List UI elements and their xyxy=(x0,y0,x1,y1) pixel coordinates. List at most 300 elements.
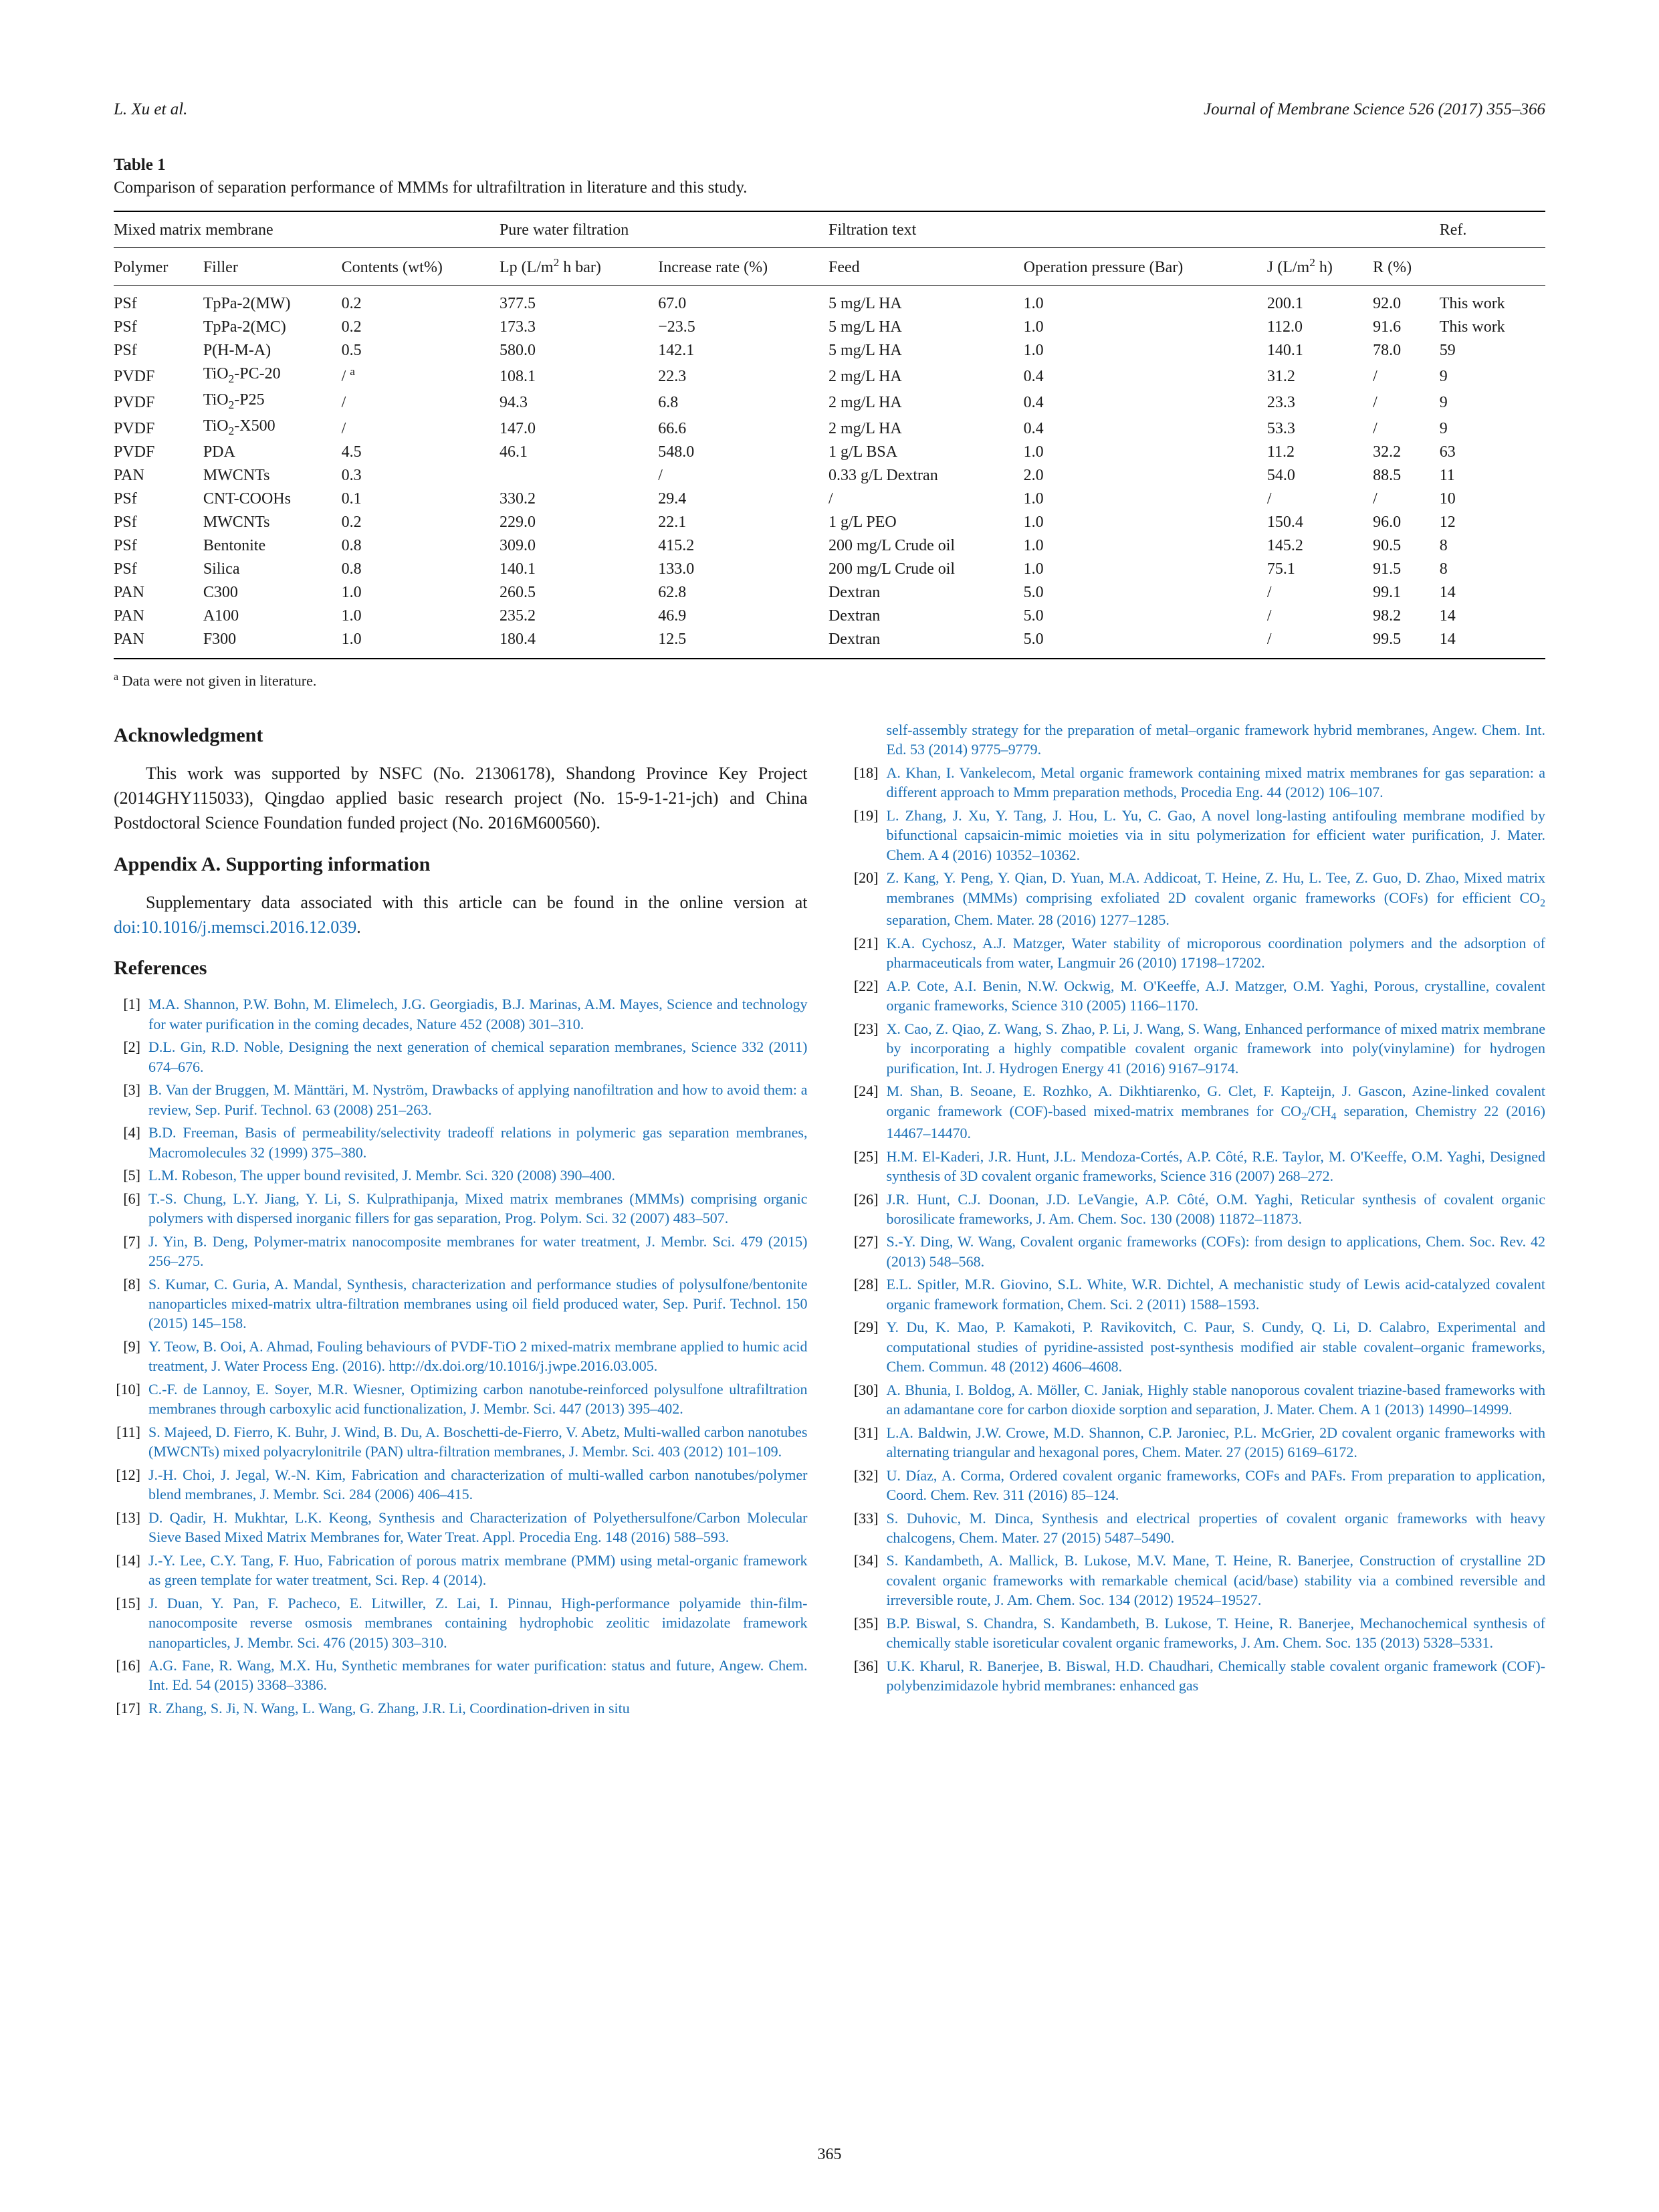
reference-number: [32] xyxy=(853,1466,879,1484)
reference-text: T.-S. Chung, L.Y. Jiang, Y. Li, S. Kulprathipanja, Mixed matrix membranes (MMMs) comprising organic polymers with dispersed inorganic fillers for gas separation, Prog. Polym. Sci. 32 (2007) 483–507. xyxy=(148,1190,808,1227)
reference-number: [3] xyxy=(123,1081,140,1099)
reference-item xyxy=(852,1019,1546,1078)
reference-item xyxy=(852,1275,1546,1314)
acknowledgment-heading: Acknowledgment xyxy=(114,724,263,746)
reference-number: [27] xyxy=(853,1233,879,1250)
table-cell: 200.1 xyxy=(1266,295,1303,312)
table-cell: 9 xyxy=(1439,419,1448,437)
table-cell: 6.8 xyxy=(658,393,679,411)
table-cell: 88.5 xyxy=(1373,466,1402,484)
table-cell: / xyxy=(1266,606,1272,625)
table-cell: 14 xyxy=(1439,583,1456,601)
comparison-table xyxy=(114,211,1545,659)
table-cell: PSf xyxy=(114,536,137,554)
table-cell: 0.33 g/L Dextran xyxy=(828,466,938,484)
table-cell: PAN xyxy=(114,583,144,601)
column-header-contents: Contents (wt%) xyxy=(341,259,443,276)
reference-item xyxy=(852,1509,1546,1548)
reference-item xyxy=(852,976,1546,1016)
reference-number: [13] xyxy=(116,1509,140,1526)
reference-item xyxy=(114,1080,808,1119)
appendix-text-after: . xyxy=(356,917,361,937)
table-row xyxy=(114,511,1545,534)
reference-item xyxy=(852,1466,1546,1505)
table-cell: / xyxy=(341,419,346,437)
reference-text: J.-Y. Lee, C.Y. Tang, F. Huo, Fabrication of porous matrix membrane (PMM) using metal-organic framework as green template for water treatment, Sci. Rep. 4 (2014). xyxy=(148,1551,808,1589)
doi-link[interactable]: doi:10.1016/j.memsci.2016.12.039 xyxy=(114,917,357,937)
group-header-mixed-matrix-membrane: Mixed matrix membrane xyxy=(114,221,273,239)
table-cell: 330.2 xyxy=(499,489,536,508)
reference-item xyxy=(852,933,1546,973)
reference-text: R. Zhang, S. Ji, N. Wang, L. Wang, G. Zhang, J.R. Li, Coordination-driven in situ xyxy=(148,1699,630,1717)
table-cell: / xyxy=(1266,630,1272,648)
reference-item xyxy=(852,1190,1546,1229)
table-cell: / xyxy=(1373,419,1377,437)
running-head xyxy=(114,100,1545,119)
table-cell: MWCNTs xyxy=(203,466,270,484)
table-row xyxy=(114,604,1545,628)
table-cell: 1.0 xyxy=(1023,489,1044,508)
table-label: Table 1 xyxy=(114,156,166,174)
table-cell: 229.0 xyxy=(499,513,536,531)
table-row xyxy=(114,487,1545,511)
table-cell: 66.6 xyxy=(658,419,687,437)
table-cell: PVDF xyxy=(114,368,155,385)
table-cell: 200 mg/L Crude oil xyxy=(828,536,956,554)
reference-text: Y. Du, K. Mao, P. Kamakoti, P. Ravikovitch, C. Paur, S. Cundy, Q. Li, D. Calabro, Experimental and computational studies of pyridine-assisted post-synthesis modified air stable covalent–organic frameworks, Chem. Commun. 48 (2012) 4606–4608. xyxy=(886,1319,1545,1375)
reference-item xyxy=(114,1337,808,1376)
group-header-pure-water-filtration: Pure water filtration xyxy=(499,221,629,239)
references-list-left xyxy=(114,994,808,1718)
table-cell: 1.0 xyxy=(1023,443,1044,461)
table-cell: 5 mg/L HA xyxy=(828,342,902,359)
table-cell: PVDF xyxy=(114,443,155,461)
reference-item xyxy=(114,1232,808,1271)
table-cell: 147.0 xyxy=(499,419,536,437)
table-cell: 99.5 xyxy=(1373,630,1402,648)
reference-item xyxy=(852,763,1546,802)
table-cell: PVDF xyxy=(114,393,155,411)
right-column xyxy=(852,720,1546,1721)
reference-item xyxy=(114,1508,808,1547)
table-row xyxy=(114,441,1545,464)
table-cell: P(H-M-A) xyxy=(203,342,271,359)
table-cell: 14 xyxy=(1439,606,1456,625)
column-header-filler: Filler xyxy=(203,259,238,276)
table-cell: 23.3 xyxy=(1266,393,1295,411)
table-cell: 2 mg/L HA xyxy=(828,368,902,385)
table-cell: 98.2 xyxy=(1373,606,1402,625)
left-column xyxy=(114,720,808,1721)
table-cell: 5.0 xyxy=(1023,630,1044,648)
table-row xyxy=(114,464,1545,487)
reference-number: [36] xyxy=(853,1657,879,1674)
table-cell: / xyxy=(1266,583,1272,601)
table-cell: TiO$_2$-X500 xyxy=(203,417,275,437)
reference-number: [10] xyxy=(116,1380,140,1398)
reference-item xyxy=(852,1656,1546,1696)
reference-number: [20] xyxy=(853,869,879,887)
table-cell: 29.4 xyxy=(658,489,687,508)
reference-number: [21] xyxy=(853,934,879,952)
table-cell: 14 xyxy=(1439,630,1456,648)
reference-text: L.M. Robeson, The upper bound revisited, J. Membr. Sci. 320 (2008) 390–400. xyxy=(148,1167,616,1184)
table-cell: 5.0 xyxy=(1023,583,1044,601)
reference-item xyxy=(114,1422,808,1462)
table-cell: 0.2 xyxy=(341,295,362,312)
table-cell: 0.5 xyxy=(341,342,362,359)
table-cell: 54.0 xyxy=(1266,466,1295,484)
group-header-filtration-text: Filtration text xyxy=(828,221,917,239)
reference-item xyxy=(114,994,808,1034)
table-cell: 112.0 xyxy=(1266,318,1303,336)
appendix-text xyxy=(114,891,808,940)
table-row xyxy=(114,628,1545,659)
reference-text: B.P. Biswal, S. Chandra, S. Kandambeth, B. Lukose, T. Heine, R. Banerjee, Mechanochemical synthesis of chemically stable isoreticular covalent organic frameworks, J. Am. Chem. Soc. 135 (2013) 5328–5331. xyxy=(886,1614,1545,1652)
reference-text: L. Zhang, J. Xu, Y. Tang, J. Hou, L. Yu, C. Gao, A novel long-lasting antifouling membrane modified by bifunctional capsaicin-mimic moieties via in situ polymerization for efficient water purification, J. Mater. Chem. A 4 (2016) 10352–10362. xyxy=(886,806,1545,863)
appendix-heading: Appendix A. Supporting information xyxy=(114,853,431,875)
table-row xyxy=(114,286,1545,316)
table-cell: Silica xyxy=(203,560,240,578)
table-row xyxy=(114,316,1545,339)
reference-text: S.-Y. Ding, W. Wang, Covalent organic frameworks (COFs): from design to applications, Chem. Soc. Rev. 42 (2013) 548–568. xyxy=(886,1233,1545,1270)
table-cell: 5 mg/L HA xyxy=(828,295,902,312)
reference-number: [16] xyxy=(116,1656,140,1674)
table-cell: 78.0 xyxy=(1373,342,1402,359)
reference-text: E.L. Spitler, M.R. Giovino, S.L. White, W.R. Dichtel, A mechanistic study of Lewis acid-catalyzed covalent organic framework formation, Chem. Sci. 2 (2011) 1588–1593. xyxy=(886,1276,1545,1313)
table-cell: TpPa-2(MC) xyxy=(203,318,286,336)
table-cell: 2 mg/L HA xyxy=(828,419,902,437)
references-heading: References xyxy=(114,957,207,980)
reference-number: [14] xyxy=(116,1551,140,1569)
reference-item xyxy=(114,1275,808,1333)
reference-number: [4] xyxy=(123,1124,140,1141)
reference-number: [11] xyxy=(116,1423,140,1440)
reference-number: [31] xyxy=(853,1424,879,1441)
table-cell: 140.1 xyxy=(1266,342,1303,359)
reference-item xyxy=(852,1423,1546,1462)
reference-number: [30] xyxy=(853,1381,879,1398)
table-cell: 0.4 xyxy=(1023,368,1044,385)
reference-item xyxy=(852,1147,1546,1186)
table-cell: TiO$_2$-PC-20 xyxy=(203,365,281,385)
reference-text: H.M. El-Kaderi, J.R. Hunt, J.L. Mendoza-Cortés, A.P. Côté, R.E. Taylor, M. O'Keeffe, O.M. Yaghi, Designed synthesis of 3D covalent organic frameworks, Science 316 (2007) 268–272. xyxy=(886,1147,1545,1185)
reference-text: A.G. Fane, R. Wang, M.X. Hu, Synthetic membranes for water purification: status and future, Angew. Chem. Int. Ed. 54 (2015) 3368–3386. xyxy=(148,1656,808,1694)
column-header-polymer: Polymer xyxy=(114,259,169,276)
reference-text: A. Khan, I. Vankelecom, Metal organic framework containing mixed matrix membranes for gas separation: a different approach to Mmm preparation methods, Procedia Eng. 44 (2012) 106–107. xyxy=(886,764,1545,801)
table-row xyxy=(114,415,1545,441)
table-cell: 0.2 xyxy=(341,318,362,336)
reference-text: A. Bhunia, I. Boldog, A. Möller, C. Janiak, Highly stable nanoporous covalent triazine-based frameworks with an adamantane core for carbon dioxide sorption and separation, J. Mater. Chem. A 1 (2013) 14990–14999. xyxy=(886,1381,1545,1418)
table-cell: 0.8 xyxy=(341,536,362,554)
table-cell: PVDF xyxy=(114,419,155,437)
table-cell: C300 xyxy=(203,583,238,601)
table-cell: 1.0 xyxy=(341,630,362,648)
reference-number: [12] xyxy=(116,1466,140,1483)
table-cell: 59 xyxy=(1439,342,1456,359)
reference-number: [15] xyxy=(116,1594,140,1612)
table-cell: 12 xyxy=(1439,513,1456,531)
reference-number: [7] xyxy=(123,1232,140,1250)
reference-number: [25] xyxy=(853,1147,879,1165)
two-column-body xyxy=(114,720,1545,1721)
reference-text: Z. Kang, Y. Peng, Y. Qian, D. Yuan, M.A. Addicoat, T. Heine, Z. Hu, L. Tee, Z. Guo, D. Zhao, Mixed matrix membranes (MMMs) comprising exfoliated 2D covalent organic frameworks (COFs) for efficient $CO_2$ separation, Chem. Mater. 28 (2016) 1277–1285. xyxy=(886,869,1545,929)
reference-number: [9] xyxy=(123,1337,140,1355)
table-cell: PSf xyxy=(114,295,137,312)
table-cell: / xyxy=(828,489,833,508)
table-cell: 173.3 xyxy=(499,318,536,336)
table-cell: 31.2 xyxy=(1266,368,1295,385)
table-cell: 1.0 xyxy=(1023,295,1044,312)
table-cell: Dextran xyxy=(828,583,881,601)
table-cell: 8 xyxy=(1439,536,1448,554)
table-cell: 1 g/L BSA xyxy=(828,443,898,461)
table-cell: / xyxy=(1266,489,1272,508)
acknowledgment-text: This work was supported by NSFC (No. 21306178), Shandong Province Key Project (2014GHY115033), Qingdao applied basic research project (No. 15-9-1-21-jch) and China Postdoctoral Science Foundation funded project (No. 2016M600560). xyxy=(114,763,808,833)
reference-text: D.L. Gin, R.D. Noble, Designing the next generation of chemical separation membranes, Science 332 (2011) 674–676. xyxy=(148,1038,808,1075)
table-cell: 180.4 xyxy=(499,630,536,648)
reference-text: S. Kandambeth, A. Mallick, B. Lukose, M.V. Mane, T. Heine, R. Banerjee, Construction of crystalline 2D covalent organic frameworks with remarkable chemical (acid/base) stability via a combined reversible and irreversible route, J. Am. Chem. Soc. 134 (2012) 19524–19527. xyxy=(886,1552,1545,1609)
table-cell: 91.5 xyxy=(1373,560,1402,578)
reference-item xyxy=(114,1656,808,1695)
table-cell: PSf xyxy=(114,318,137,336)
table-cell: F300 xyxy=(203,630,237,648)
table-cell: 99.1 xyxy=(1373,583,1402,601)
reference-text: J. Yin, B. Deng, Polymer-matrix nanocomposite membranes for water treatment, J. Membr. Sci. 479 (2015) 256–275. xyxy=(148,1232,808,1270)
table-cell: / xyxy=(341,393,346,411)
reference-item xyxy=(114,1551,808,1590)
table-cell: 4.5 xyxy=(341,443,362,461)
table-column-header-row xyxy=(114,248,1545,286)
reference-number: [23] xyxy=(853,1020,879,1037)
reference-number: [33] xyxy=(853,1509,879,1527)
reference-item xyxy=(114,1379,808,1419)
table-cell: Bentonite xyxy=(203,536,266,554)
table-footnote-text: Data were not given in literature. xyxy=(122,671,317,689)
reference-text: J.-H. Choi, J. Jegal, W.-N. Kim, Fabrication and characterization of multi-walled carbon nanotubes/polymer blend membranes, J. Membr. Sci. 284 (2006) 406–415. xyxy=(148,1466,808,1503)
table-cell: 0.4 xyxy=(1023,393,1044,411)
table-row xyxy=(114,558,1545,581)
table-row xyxy=(114,534,1545,558)
reference-text: S. Duhovic, M. Dinca, Synthesis and electrical properties of covalent organic frameworks with heavy chalcogens, Chem. Mater. 27 (2015) 5487–5490. xyxy=(886,1509,1545,1547)
table-cell: This work xyxy=(1439,318,1505,336)
table-cell: 0.8 xyxy=(341,560,362,578)
reference-number: [17] xyxy=(116,1699,140,1717)
reference-text: C.-F. de Lannoy, E. Soyer, M.R. Wiesner, Optimizing carbon nanotube-reinforced polysulfone ultrafiltration membranes through carboxylic acid functionalization, J. Membr. Sci. 447 (2013) 395–402. xyxy=(148,1380,808,1418)
table-cell: PSf xyxy=(114,513,137,531)
reference-item xyxy=(852,720,1546,760)
reference-item xyxy=(114,1465,808,1505)
table-cell: 309.0 xyxy=(499,536,536,554)
reference-text: J.R. Hunt, C.J. Doonan, J.D. LeVangie, A.P. Côté, O.M. Yaghi, Reticular synthesis of covalent organic borosilicate frameworks, J. Am. Chem. Soc. 130 (2008) 11872–11873. xyxy=(886,1190,1545,1227)
reference-number: [29] xyxy=(853,1319,879,1336)
table-cell: −23.5 xyxy=(658,318,695,336)
table-cell: 0.4 xyxy=(1023,419,1044,437)
page-number: 365 xyxy=(817,2146,842,2163)
reference-item xyxy=(852,1380,1546,1420)
table-cell: / $^a$ xyxy=(341,365,355,385)
table-cell: CNT-COOHs xyxy=(203,489,291,508)
table-row xyxy=(114,362,1545,389)
reference-number: [19] xyxy=(853,806,879,824)
reference-item xyxy=(852,1232,1546,1271)
reference-number: [34] xyxy=(853,1552,879,1569)
table-cell: 11 xyxy=(1439,466,1455,484)
reference-text: U. Díaz, A. Corma, Ordered covalent organic frameworks, COFs and PAFs. From preparation to application, Coord. Chem. Rev. 311 (2016) 85–124. xyxy=(886,1466,1545,1504)
table-cell: 9 xyxy=(1439,368,1448,385)
reference-item xyxy=(114,1189,808,1228)
table-cell: TpPa-2(MW) xyxy=(203,295,291,312)
reference-text: L.A. Baldwin, J.W. Crowe, M.D. Shannon, C.P. Jaroniec, P.L. McGrier, 2D covalent organic frameworks with alternating triangular and hexagonal pores, Chem. Mater. 27 (2015) 6169–6172. xyxy=(886,1424,1545,1461)
table-cell: 1.0 xyxy=(1023,513,1044,531)
table-cell: / xyxy=(1373,368,1377,385)
reference-number: [18] xyxy=(853,764,879,781)
table-cell: 62.8 xyxy=(658,583,687,601)
table-cell: 142.1 xyxy=(658,342,695,359)
table-cell: 1.0 xyxy=(1023,342,1044,359)
reference-text: J. Duan, Y. Pan, F. Pacheco, E. Litwiller, Z. Lai, I. Pinnau, High-performance polyamide thin-film-nanocomposite reverse osmosis membranes containing hydrophobic zeolitic imidazolate framework nanoparticles, J. Membr. Sci. 476 (2015) 303–310. xyxy=(148,1594,808,1651)
table-cell: 22.3 xyxy=(658,368,687,385)
table-cell: PAN xyxy=(114,630,144,648)
table-cell: 235.2 xyxy=(499,606,536,625)
reference-text: S. Kumar, C. Guria, A. Mandal, Synthesis, characterization and performance studies of polysulfone/bentonite nanoparticles mixed-matrix ultra-filtration membranes using oil field produced water, Sep. Purif. Technol. 150 (2015) 145–158. xyxy=(148,1275,808,1332)
table-cell: 415.2 xyxy=(658,536,695,554)
table-cell: MWCNTs xyxy=(203,513,270,531)
column-header-operation-pressure: Operation pressure (Bar) xyxy=(1023,259,1184,276)
reference-text: K.A. Cychosz, A.J. Matzger, Water stability of microporous coordination polymers and the adsorption of pharmaceuticals from water, Langmuir 26 (2010) 17198–17202. xyxy=(886,934,1545,972)
table-cell: 1.0 xyxy=(1023,560,1044,578)
table-cell: 96.0 xyxy=(1373,513,1402,531)
table-footnote xyxy=(114,671,1545,689)
reference-item xyxy=(852,806,1546,865)
table-cell: 133.0 xyxy=(658,560,695,578)
table-cell: A100 xyxy=(203,606,239,625)
table-cell: / xyxy=(1373,489,1377,508)
table-cell: TiO$_2$-P25 xyxy=(203,391,265,411)
reference-number: [28] xyxy=(853,1276,879,1293)
table-row xyxy=(114,581,1545,604)
reference-link[interactable]: http://dx.doi.org/10.1016/j.jwpe.2016.03.005. xyxy=(389,1357,658,1375)
table-cell: PAN xyxy=(114,606,144,625)
appendix-text-before: Supplementary data associated with this article can be found in the online version at xyxy=(146,892,808,912)
table-cell: 12.5 xyxy=(658,630,687,648)
column-header-feed: Feed xyxy=(828,259,860,276)
table-cell: 5 mg/L HA xyxy=(828,318,902,336)
table-row xyxy=(114,389,1545,415)
table-cell: PDA xyxy=(203,443,235,461)
reference-number: [5] xyxy=(123,1167,140,1184)
table-cell: 94.3 xyxy=(499,393,528,411)
table-cell: 260.5 xyxy=(499,583,536,601)
reference-text: U.K. Kharul, R. Banerjee, B. Biswal, H.D. Chaudhari, Chemically stable covalent organic framework (COF)-polybenzimidazole hybrid membranes: enhanced gas xyxy=(886,1657,1545,1694)
table-cell: 1 g/L PEO xyxy=(828,513,897,531)
reference-number xyxy=(852,720,887,760)
table-cell: 46.1 xyxy=(499,443,528,461)
table-cell: 145.2 xyxy=(1266,536,1303,554)
column-header-ref-blank xyxy=(1440,248,1545,286)
reference-text: M.A. Shannon, P.W. Bohn, M. Elimelech, J.G. Georgiadis, B.J. Marinas, A.M. Mayes, Science and technology for water purification in the coming decades, Nature 452 (2008) 301–310. xyxy=(148,996,808,1032)
group-header-ref: Ref. xyxy=(1439,221,1467,239)
reference-text: B. Van der Bruggen, M. Mänttäri, M. Nyström, Drawbacks of applying nanofiltration and how to avoid them: a review, Sep. Purif. Technol. 63 (2008) 251–263. xyxy=(148,1081,808,1118)
table-cell: 63 xyxy=(1439,443,1456,461)
running-head-journal: Journal of Membrane Science 526 (2017) 355–366 xyxy=(1204,100,1545,118)
table-cell: 1.0 xyxy=(1023,536,1044,554)
reference-number: [6] xyxy=(123,1190,140,1207)
running-head-authors: L. Xu et al. xyxy=(114,100,188,118)
reference-item xyxy=(114,1166,808,1185)
table-cell: / xyxy=(658,466,663,484)
reference-item xyxy=(114,1593,808,1652)
table-cell: 0.1 xyxy=(341,489,362,508)
table-cell: 2 mg/L HA xyxy=(828,393,902,411)
table-group-header-row xyxy=(114,211,1545,248)
table-cell: 0.2 xyxy=(341,513,362,531)
table-cell: 200 mg/L Crude oil xyxy=(828,560,956,578)
table-cell: 1.0 xyxy=(1023,318,1044,336)
table-cell: 377.5 xyxy=(499,295,536,312)
table-cell: 9 xyxy=(1439,393,1448,411)
table-cell: 8 xyxy=(1439,560,1448,578)
table-cell: 1.0 xyxy=(341,606,362,625)
column-header-j: J ($L/m^2$ h) xyxy=(1266,256,1333,276)
reference-number: [24] xyxy=(853,1083,879,1100)
reference-text: S. Majeed, D. Fierro, K. Buhr, J. Wind, B. Du, A. Boschetti-de-Fierro, V. Abetz, Multi-walled carbon nanotubes (MWCNTs) mixed polyacrylonitrile (PAN) ultra-filtration membranes, J. Membr. Sci. 403 (2012) 101–109. xyxy=(148,1423,808,1460)
reference-text: A.P. Cote, A.I. Benin, N.W. Ockwig, M. O'Keeffe, A.J. Matzger, O.M. Yaghi, Porous, crystalline, covalent organic frameworks, Science 310 (2005) 1166–1170. xyxy=(886,977,1545,1014)
reference-item xyxy=(114,1698,808,1718)
reference-text: X. Cao, Z. Qiao, Z. Wang, S. Zhao, P. Li, J. Wang, S. Wang, Enhanced performance of mixed matrix membrane by incorporating a highly compatible covalent organic framework into poly(vinylamine) for hydrogen purification, Int. J. Hydrogen Energy 41 (2016) 9167–9174. xyxy=(886,1020,1545,1077)
table-cell: PAN xyxy=(114,466,144,484)
reference-number: [22] xyxy=(853,977,879,994)
column-header-r: R (%) xyxy=(1373,259,1412,276)
table-cell: 2.0 xyxy=(1023,466,1044,484)
reference-text: Y. Teow, B. Ooi, A. Ahmad, Fouling behaviours of PVDF-TiO 2 mixed-matrix membrane applied to humic acid treatment, J. Water Process Eng. (2016). http://dx.doi.org/10.1016/j.jwpe.2016.03.005. xyxy=(148,1337,808,1375)
table-caption: Comparison of separation performance of MMMs for ultrafiltration in literature and this study. xyxy=(114,179,748,197)
reference-number: [2] xyxy=(123,1038,140,1056)
table-cell: 1.0 xyxy=(341,583,362,601)
table-cell: 10 xyxy=(1439,489,1456,508)
reference-item xyxy=(852,1081,1546,1143)
reference-text: self-assembly strategy for the preparation of metal–organic framework hybrid membranes, Angew. Chem. Int. Ed. 53 (2014) 9775–9779. xyxy=(886,721,1545,758)
reference-number: [26] xyxy=(853,1190,879,1208)
table-cell: Dextran xyxy=(828,606,881,625)
reference-item xyxy=(852,868,1546,930)
table-cell: 108.1 xyxy=(499,368,536,385)
reference-number: [1] xyxy=(123,996,140,1013)
table-cell: 92.0 xyxy=(1373,295,1402,312)
table-cell: 32.2 xyxy=(1373,443,1402,461)
table-cell: 548.0 xyxy=(658,443,695,461)
table-cell: 5.0 xyxy=(1023,606,1044,625)
table-cell xyxy=(500,464,658,487)
table-cell: 90.5 xyxy=(1373,536,1402,554)
reference-item xyxy=(852,1614,1546,1653)
reference-item xyxy=(852,1551,1546,1610)
reference-item xyxy=(852,1317,1546,1376)
table-cell: 75.1 xyxy=(1266,560,1295,578)
table-cell: 150.4 xyxy=(1266,513,1303,531)
table-cell: PSf xyxy=(114,489,137,508)
reference-text: M. Shan, B. Seoane, E. Rozhko, A. Dikhtiarenko, G. Clet, F. Kapteijn, J. Gascon, Azine-linked covalent organic framework (COF)-based mixed-matrix membranes for $CO_2/CH_4$ separation, Chemistry 22 (2016) 14467–14470. xyxy=(886,1083,1545,1142)
table-cell: 140.1 xyxy=(499,560,536,578)
reference-item xyxy=(114,1123,808,1162)
table-cell: PSf xyxy=(114,560,137,578)
reference-number: [8] xyxy=(123,1275,140,1293)
table-cell: 580.0 xyxy=(499,342,536,359)
column-header-lp: Lp ($L/m^2$ h bar) xyxy=(499,256,601,276)
table-cell: 46.9 xyxy=(658,606,687,625)
table-cell: 67.0 xyxy=(658,295,687,312)
table-cell: PSf xyxy=(114,342,137,359)
